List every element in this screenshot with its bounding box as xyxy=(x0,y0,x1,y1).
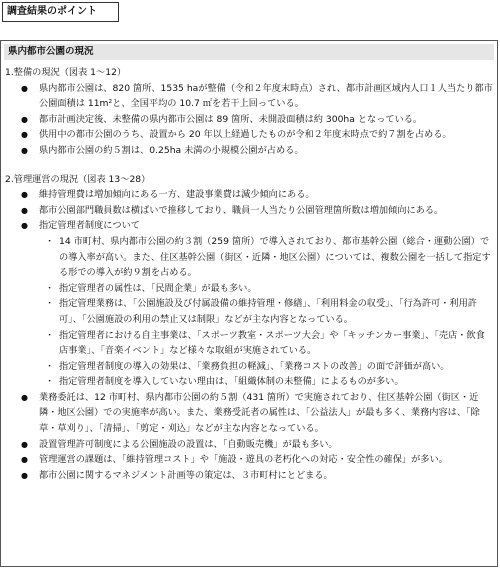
sub-list-item: ・ 指定管理者制度を導入していない理由は、「組織体制の未整備」によるものが多い。 xyxy=(5,374,493,390)
page-title: 調査結果のポイント xyxy=(2,2,119,22)
list-item: ● 都市公園に関するマネジメント計画等の策定は、３市町村にとどまる。 xyxy=(5,468,493,484)
section2-list xyxy=(5,187,493,483)
list-item: ● 指定管理者制度について xyxy=(5,218,493,234)
section-header: 県内都市公園の現況 xyxy=(4,44,494,60)
list-item: ● 設置管理許可制度による公園施設の設置は、「自動販売機」が最も多い。 xyxy=(5,437,493,453)
sub-list-item: ・ 指定管理者における自主事業は、「スポーツ教室・スポーツ大会」や「キッチンカー事業」、「売店・飲食店事業」、「音楽イベント」など様々な取組が実施されている。 xyxy=(5,328,493,359)
summary-frame xyxy=(0,40,498,567)
list-item: ● 業務委託は、12 市町村、県内都市公園の約５割（431 箇所）で実施されており、住区基幹公園（街区・近隣・地区公園）での実施率が高い。また、業務受託者の属性は、「公益法人」が最も多く、業務内容は、「除草・草刈り」、「清掃」、「剪定・刈込」などが主な内容となっている。 xyxy=(5,390,493,437)
sub-list-item: ・ 指定管理者の属性は、「民間企業」が最も多い。 xyxy=(5,281,493,297)
list-item: ● 都市公園部門職員数は横ばいで推移しており、職員一人当たり公園管理箇所数は増加傾向にある。 xyxy=(5,203,493,219)
list-item: ● 都市計画決定後、未整備の県内都市公園は 89 箇所、未開設面積は約 300ha となっている。 xyxy=(5,112,493,128)
list-item: ● 県内都市公園は、820 箇所、1535 haが整備（令和２年度末時点）され、都市計画区域内人口１人当たり都市公園面積は 11m²と、全国平均の 10.7 ㎡を若干上回っている。 xyxy=(5,81,493,112)
summary-content xyxy=(5,65,493,483)
section1-heading: 1.整備の現況（図表 1〜12） xyxy=(5,67,127,78)
list-item: ● 県内都市公園の約５割は、0.25ha 未満の小規模公園が占める。 xyxy=(5,143,493,159)
section2-heading: 2.管理運営の現況（図表 13〜28） xyxy=(5,173,151,185)
list-item: ● 供用中の都市公園のうち、設置から 20 年以上経過したものが令和２年度末時点で約７割を占める。 xyxy=(5,127,493,143)
list-item: ● 維持管理費は増加傾向にある一方、建設事業費は減少傾向にある。 xyxy=(5,187,493,203)
sub-list-item: ・ 指定管理業務は、「公園施設及び付属設備の維持管理・修繕」、「利用料金の収受」、「行為許可・利用許可」、「公園施設の利用の禁止又は制限」などが主な内容となっている。 xyxy=(5,296,493,327)
section1-list xyxy=(5,81,493,159)
sub-list-item: ・ 14 市町村、県内都市公園の約３割（259 箇所）で導入されており、都市基幹公園（総合・運動公園）での導入率が高い。また、住区基幹公園（街区・近隣・地区公園）については、複数公園を一括して指定する形での導入が約９割を占める。 xyxy=(5,234,493,281)
sub-list-item: ・ 指定管理者制度の導入の効果は、「業務負担の軽減」、「業務コストの改善」の面で評価が高い。 xyxy=(5,359,493,375)
list-item: ● 管理運営の課題は、「維持管理コスト」や「施設・遊具の老朽化への対応・安全性の確保」が多い。 xyxy=(5,452,493,468)
